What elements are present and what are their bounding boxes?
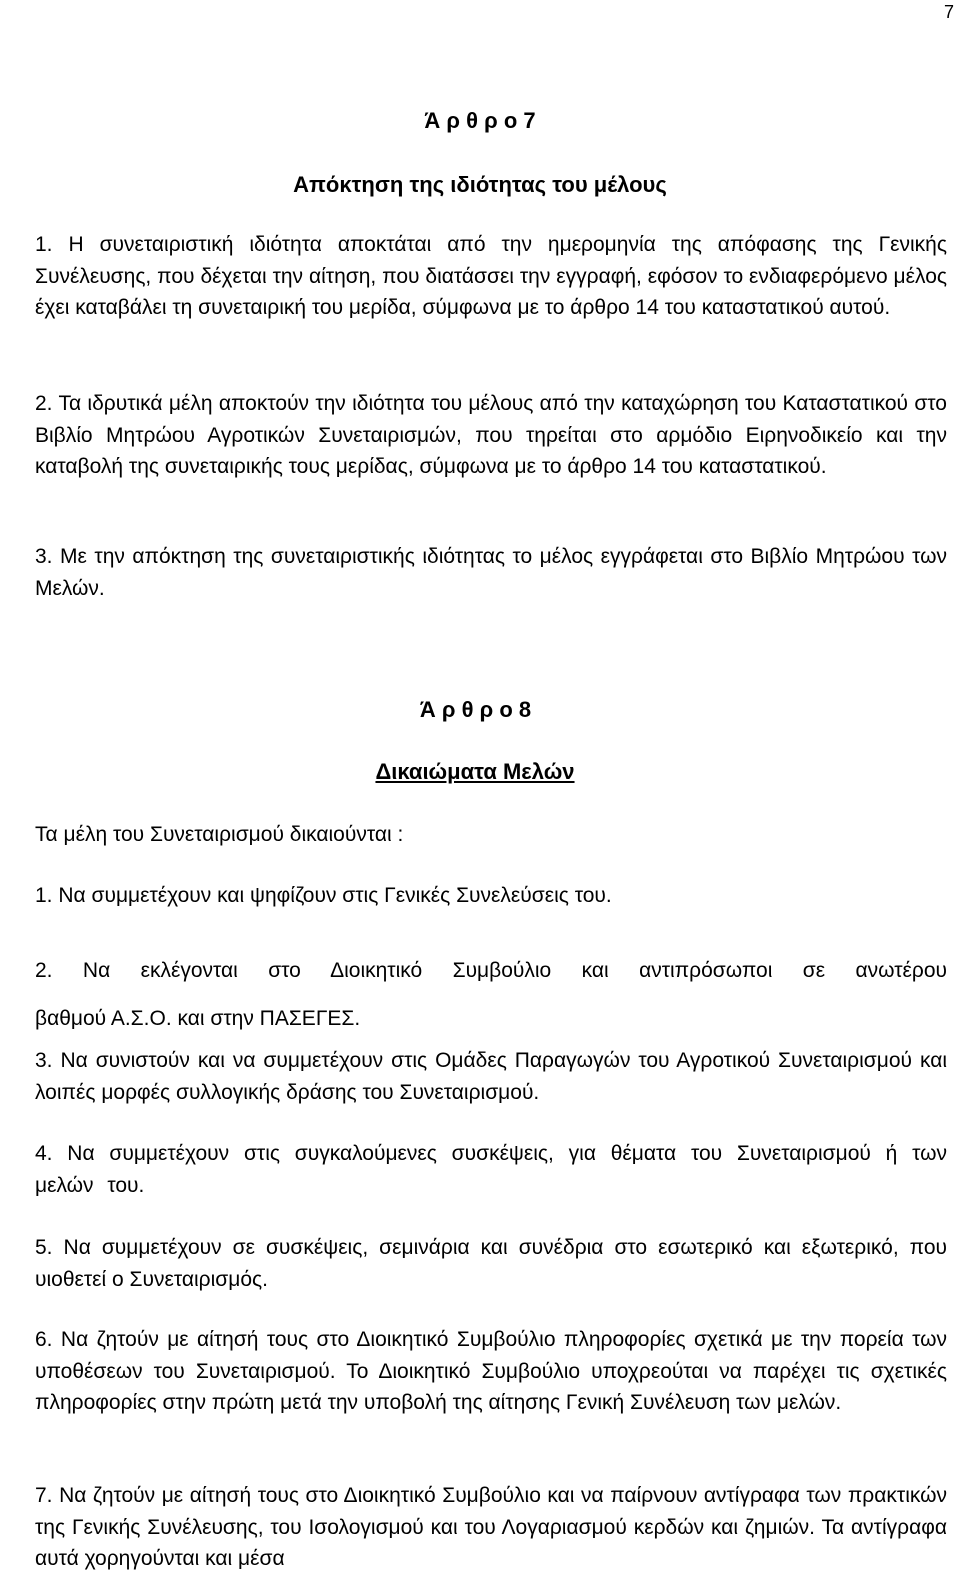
page-number: 7	[943, 2, 954, 22]
item-number: 1.	[35, 233, 53, 256]
article8-item-2-cont: βαθμού Α.Σ.Ο. και στην ΠΑΣΕΓΕΣ.	[35, 1007, 361, 1030]
item-number: 5.	[35, 1236, 53, 1259]
article8-item-4	[35, 1138, 947, 1201]
item-text: Τα ιδρυτικά μέλη αποκτούν την ιδιότητα του μέλους από την καταχώρηση του Καταστατικού στο Βιβλίο Μητρώου Αγροτικών Συνεταιρισμών, που τηρείται στο αρμόδιο Ειρηνοδικείο και την καταβολή της συνεταιρικής τους μερίδας, σύμφωνα με το άρθρο 14 του καταστατικού.	[35, 392, 947, 478]
item-text: Με την απόκτηση της συνεταιριστικής ιδιότητας το μέλος εγγράφεται στο Βιβλίο Μητρώου των Μελών.	[35, 545, 947, 600]
item-number: 2.	[35, 392, 53, 415]
article7-heading: Ά ρ θ ρ ο 7	[424, 108, 536, 133]
item-text: Να εκλέγονται στο Διοικητικό Συμβούλιο και αντιπρόσωποι σε ανωτέρου	[82, 959, 947, 982]
article8-title-text: Δικαιώματα Μελών	[375, 759, 575, 784]
item-number: 2.	[35, 959, 53, 982]
article8-item-6	[35, 1324, 947, 1419]
article8-item-1	[35, 880, 947, 912]
item-text: Να συμμετέχουν στις συγκαλούμενες συσκέψεις, για θέματα του Συνεταιρισμού ή των μελών του.	[35, 1142, 947, 1197]
article8-intro: Τα μέλη του Συνεταιρισμού δικαιούνται :	[35, 823, 404, 846]
item-number: 4.	[35, 1142, 53, 1165]
item-text: Να συνιστούν και να συμμετέχουν στις Ομάδες Παραγωγών του Αγροτικού Συνεταιρισμού και λοιπές μορφές συλλογικής δράσης του Συνεταιρισμού.	[35, 1049, 947, 1104]
item-text: Να συμμετέχουν και ψηφίζουν στις Γενικές Συνελεύσεις του.	[58, 884, 612, 907]
item-text: Να συμμετέχουν σε συσκέψεις, σεμινάρια και συνέδρια στο εσωτερικό και εξωτερικό, που υιοθετεί ο Συνεταιρισμός.	[35, 1236, 948, 1291]
item-number: 1.	[35, 884, 53, 907]
article7-item-3	[35, 541, 947, 604]
article8-title	[340, 759, 610, 785]
item-number: 3.	[35, 1049, 53, 1072]
article8-item-5	[35, 1232, 947, 1295]
article8-heading: Ά ρ θ ρ ο 8	[419, 697, 532, 722]
article8-item-3	[35, 1045, 947, 1108]
article8-item-7	[35, 1480, 947, 1575]
article7-title: Απόκτηση της ιδιότητας του μέλους	[293, 172, 667, 197]
item-number: 3.	[35, 545, 53, 568]
article7-item-2	[35, 388, 947, 483]
article8-item-2	[35, 955, 947, 987]
item-text: Η συνεταιριστική ιδιότητα αποκτάται από την ημερομηνία της απόφασης της Γενικής Συνέλευσης, που δέχεται την αίτηση, που διατάσσει την εγγραφή, εφόσον το ενδιαφερόμενο μέλος έχει καταβάλει τη συνεταιρική του μερίδα, σύμφωνα με το άρθρο 14 του καταστατικού αυτού.	[35, 233, 947, 319]
item-number: 7.	[35, 1484, 53, 1507]
item-number: 6.	[35, 1328, 53, 1351]
item-text: Να ζητούν με αίτησή τους στο Διοικητικό Συμβούλιο πληροφορίες σχετικά με την πορεία των υποθέσεων του Συνεταιρισμού. Το Διοικητικό Συμβούλιο υποχρεούται να παρέχει τις σχετικές πληροφορίες στην πρώτη μετά την υποβολή της αίτησης Γενική Συνέλευση των μελών.	[35, 1328, 947, 1414]
article7-item-1	[35, 229, 947, 324]
item-text: Να ζητούν με αίτησή τους στο Διοικητικό Συμβούλιο και να παίρνουν αντίγραφα των πρακτικών της Γενικής Συνέλευσης, του Ισολογισμού και του Λογαριασμού κερδών και ζημιών. Τα αντίγραφα αυτά χορηγούνται και μέσα	[35, 1484, 947, 1570]
